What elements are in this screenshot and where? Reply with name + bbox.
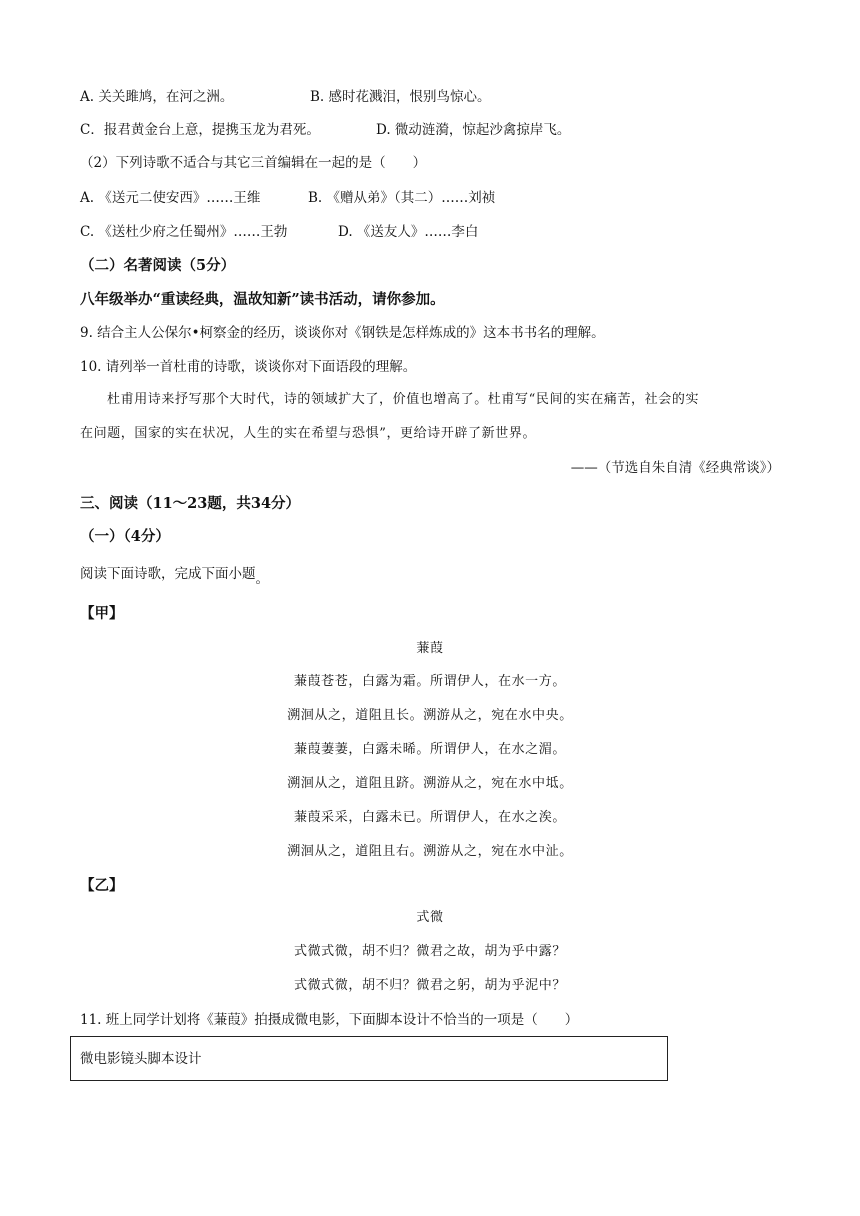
script-design-table xyxy=(70,1036,668,1081)
poem-jia-line: 蒹葭苍苍，白露为霜。所谓伊人，在水一方。 xyxy=(293,674,566,689)
q8-1-option-a: A. 关关雎鸠，在河之洲。 xyxy=(80,89,234,105)
poem-yi-label: 【乙】 xyxy=(80,877,124,894)
q8-2-option-b: B. 《赠从弟》（其二）……刘祯 xyxy=(308,190,496,206)
question-9: 9. 结合主人公保尔•柯察金的经历，谈谈你对《钢铁是怎样炼成的》这本书书名的理解。 xyxy=(80,325,605,341)
q8-2-option-c: C. 《送杜少府之任蜀州》……王勃 xyxy=(80,224,288,240)
quote-line-2: 在问题，国家的实在状况，人生的实在希望与恐惧”，更给诗开辟了新世界。 xyxy=(80,426,537,441)
poem-jia-line: 溯洄从之，道阻且长。溯游从之，宛在水中央。 xyxy=(287,708,573,723)
q8-2-option-a: A. 《送元二使安西》……王维 xyxy=(80,190,261,206)
poem-yi-line: 式微式微，胡不归？微君之躬，胡为乎泥中？ xyxy=(293,978,566,993)
poem-yi-title: 式微 xyxy=(416,910,444,925)
section-classics-intro: 八年级举办“重读经典，温故知新”读书活动，请你参加。 xyxy=(80,291,445,308)
question-11: 11. 班上同学计划将《蒹葭》拍摄成微电影，下面脚本设计不恰当的一项是（ ） xyxy=(80,1012,579,1028)
q8-2-stem: （2）下列诗歌不适合与其它三首编辑在一起的是（ ） xyxy=(80,155,427,171)
q8-2-option-d: D. 《送友人》……李白 xyxy=(338,224,479,240)
poem-jia-label: 【甲】 xyxy=(80,605,124,622)
q8-1-option-d: D. 微动涟漪，惊起沙禽掠岸飞。 xyxy=(376,122,571,138)
quote-line-1: 杜甫用诗来抒写那个大时代，诗的领域扩大了，价值也增高了。杜甫写“民间的实在痛苦，社会的实 xyxy=(107,392,700,407)
poem-jia-line: 蒹葭采采，白露未已。所谓伊人，在水之涘。 xyxy=(293,810,566,825)
quote-source: ——（节选自朱自清《经典常谈》） xyxy=(570,460,780,476)
poem-jia-line: 溯洄从之，道阻且跻。溯游从之，宛在水中坻。 xyxy=(287,776,573,791)
poem-jia-title: 蒹葭 xyxy=(416,641,444,656)
q8-1-option-b: B. 感时花溅泪，恨别鸟惊心。 xyxy=(310,89,491,105)
script-design-table-header: 微电影镜头脚本设计 xyxy=(80,1051,202,1067)
section-reading-subheading: （一）（4分） xyxy=(80,528,170,545)
poem-yi-line: 式微式微，胡不归？微君之故，胡为乎中露？ xyxy=(293,944,566,959)
poem-jia-line: 溯洄从之，道阻且右。溯游从之，宛在水中沚。 xyxy=(287,844,573,859)
section-reading-heading: 三、阅读（11～23题，共34分） xyxy=(80,495,301,512)
question-10: 10. 请列举一首杜甫的诗歌，谈谈你对下面语段的理解。 xyxy=(80,359,417,375)
poem-jia-line: 蒹葭萋萋，白露未晞。所谓伊人，在水之湄。 xyxy=(293,742,566,757)
reading-instruction: 阅读下面诗歌，完成下面小题。 xyxy=(80,566,269,587)
section-classics-heading: （二）名著阅读（5分） xyxy=(80,257,236,274)
q8-1-option-c: C．报君黄金台上意，提携玉龙为君死。 xyxy=(80,122,320,138)
